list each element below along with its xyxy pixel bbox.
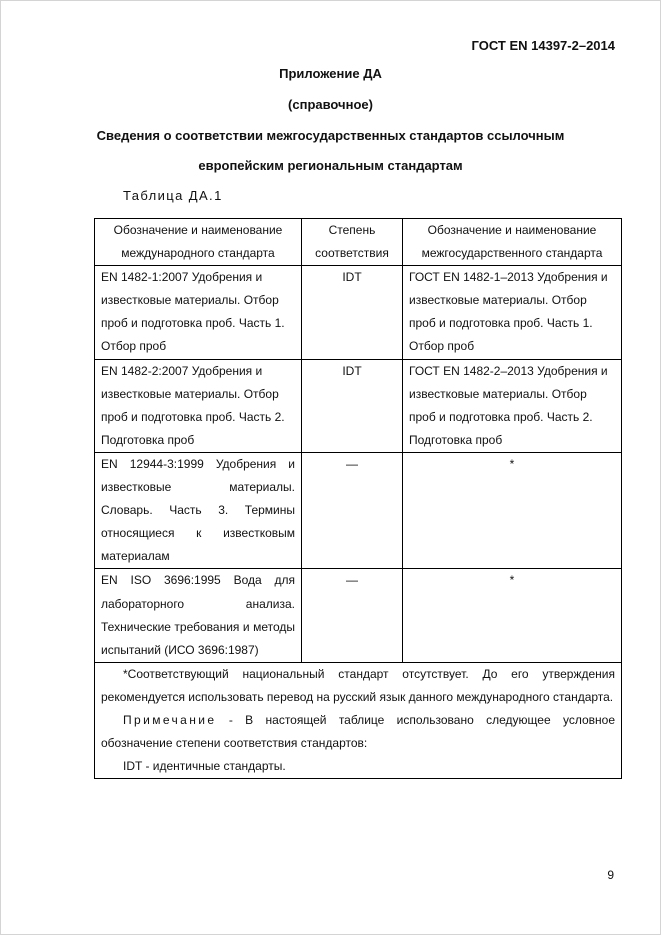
cell-international: EN 12944-3:1999 Удобрения и известковые материалы. Словарь. Часть 3. Термины относящиеся к известковым материалам — [95, 452, 302, 568]
table-row — [95, 266, 622, 359]
cell-international: EN ISO 3696:1995 Вода для лабораторного анализа. Технические требования и методы испытаний (ИСО 3696:1987) — [95, 569, 302, 662]
appendix-subtitle: (справочное) — [288, 97, 373, 112]
table-row — [95, 452, 622, 568]
cell-degree: IDT — [302, 266, 403, 359]
table-notes-row — [95, 662, 622, 778]
note-paragraph — [101, 709, 615, 755]
footnote: *Соответствующий национальный стандарт отсутствует. До его утверждения рекомендуется использовать перевод на русский язык данного международного стандарта. — [101, 666, 615, 704]
cell-interstate: * — [403, 452, 622, 568]
page-number: 9 — [607, 868, 614, 882]
table-caption: Таблица ДА.1 — [123, 188, 223, 203]
table-header-row — [95, 219, 622, 266]
appendix-heading-line-1: Сведения о соответствии межгосударственных стандартов ссылочным — [96, 128, 565, 143]
idt-legend: IDT - идентичные стандарты. — [123, 759, 286, 774]
column-header-interstate: Обозначение и наименование межгосударственного стандарта — [403, 219, 622, 266]
cell-interstate: ГОСТ EN 1482-1–2013 Удобрения и известковые материалы. Отбор проб и подготовка проб. Часть 1. Отбор проб — [403, 266, 622, 359]
cell-interstate: ГОСТ EN 1482-2–2013 Удобрения и известковые материалы. Отбор проб и подготовка проб. Часть 2. Подготовка проб — [403, 359, 622, 452]
standard-code: ГОСТ EN 14397-2–2014 — [471, 38, 615, 53]
note-label: Примечание — [123, 712, 217, 727]
cell-degree: — — [302, 569, 403, 662]
standards-table — [94, 218, 622, 779]
appendix-title: Приложение ДА — [279, 66, 382, 81]
column-header-degree: Степень соответствия — [302, 219, 403, 266]
cell-degree: — — [302, 452, 403, 568]
table-row — [95, 569, 622, 662]
note-text: - В настоящей таблице использовано следующее условное обозначение степени соответствия стандартов: — [101, 712, 615, 751]
cell-interstate: * — [403, 569, 622, 662]
cell-international: EN 1482-2:2007 Удобрения и известковые материалы. Отбор проб и подготовка проб. Часть 2. Подготовка проб — [95, 359, 302, 452]
column-header-international: Обозначение и наименование международного стандарта — [95, 219, 302, 266]
appendix-heading-line-2: европейским региональным стандартам — [198, 158, 463, 173]
cell-international: EN 1482-1:2007 Удобрения и известковые материалы. Отбор проб и подготовка проб. Часть 1. Отбор проб — [95, 266, 302, 359]
table-row — [95, 359, 622, 452]
cell-degree: IDT — [302, 359, 403, 452]
table-notes — [95, 662, 622, 778]
